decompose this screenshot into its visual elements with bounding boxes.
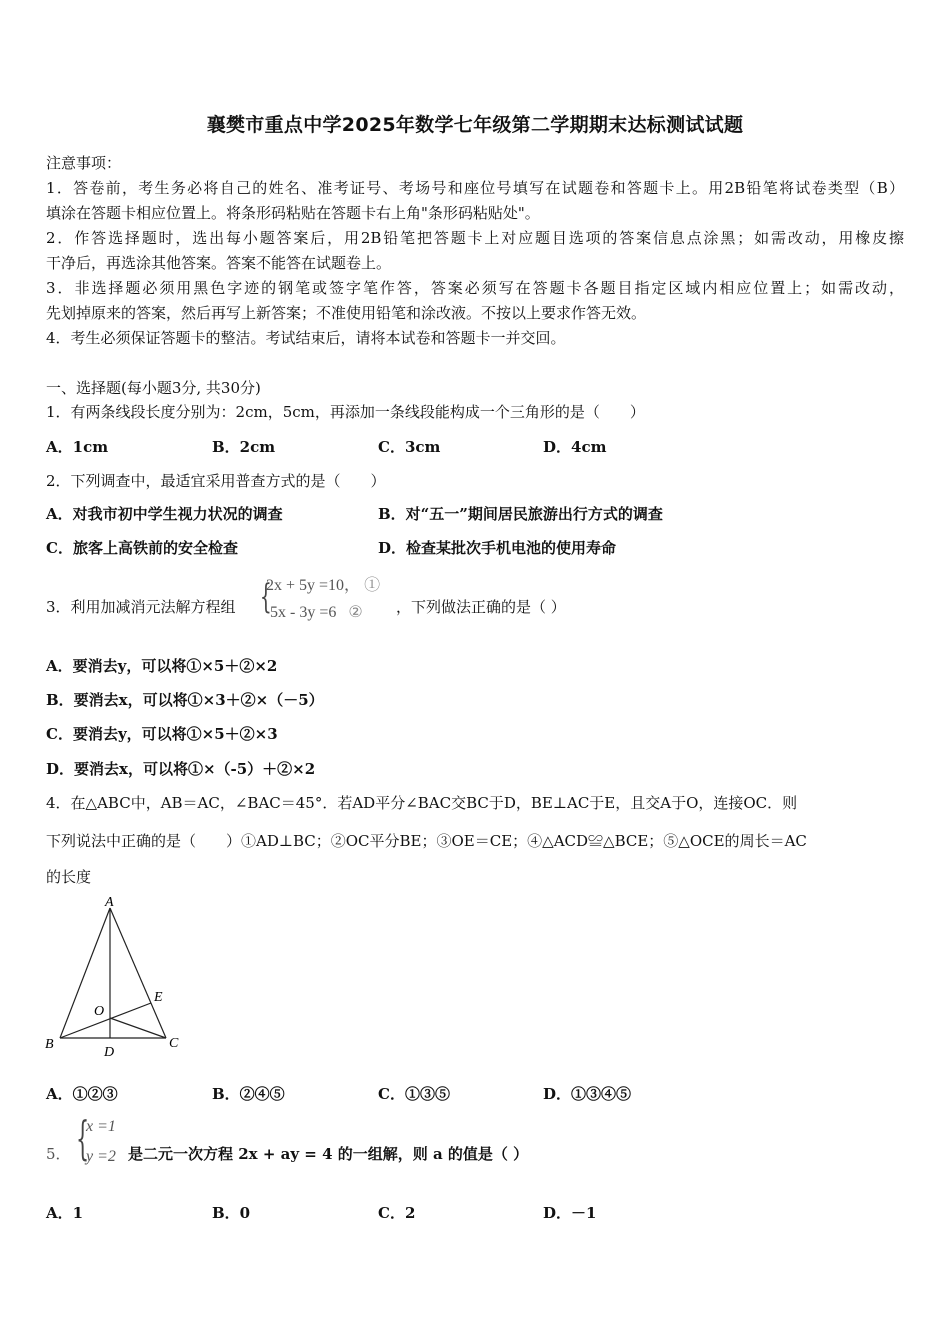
q1-option-a: A．1cm bbox=[46, 438, 109, 456]
label-c: C bbox=[169, 1036, 179, 1051]
note-1-line-1: 1．答卷前，考生务必将自己的姓名、准考证号、考场号和座位号填写在试题卷和答题卡上。用2B铅笔将试卷类型（B） bbox=[46, 179, 904, 197]
q2-option-a: A．对我市初中学生视力状况的调查 bbox=[46, 505, 283, 523]
q3-stem-prefix: 3．利用加减消元法解方程组 bbox=[46, 598, 236, 616]
side-ac bbox=[110, 908, 166, 1038]
q1-stem: 1．有两条线段长度分别为：2cm，5cm，再添加一条线段能构成一个三角形的是（ ） bbox=[46, 403, 645, 421]
q5-stem: 是二元一次方程 2x + ay = 4 的一组解，则 a 的值是（ ） bbox=[128, 1145, 529, 1163]
q5-equation-1: x =1 bbox=[86, 1118, 116, 1135]
q2-option-b: B．对“五一”期间居民旅游出行方式的调查 bbox=[378, 505, 663, 523]
segment-oc bbox=[110, 1018, 166, 1038]
q4-option-c: C．①③⑤ bbox=[378, 1085, 450, 1103]
page-title: 襄樊市重点中学2025年数学七年级第二学期期末达标测试试题 bbox=[206, 114, 744, 136]
q5-option-b: B．0 bbox=[212, 1204, 251, 1222]
label-e: E bbox=[154, 990, 163, 1005]
q5-option-c: C．2 bbox=[378, 1204, 416, 1222]
q5-option-a: A．1 bbox=[46, 1204, 84, 1222]
note-4: 4．考生必须保证答题卡的整洁。考试结束后，请将本试卷和答题卡一并交回。 bbox=[46, 329, 566, 347]
note-3-line-2: 先划掉原来的答案，然后再写上新答案；不准使用铅笔和涂改液。不按以上要求作答无效。 bbox=[46, 304, 647, 322]
q4-stem-line-2: 下列说法中正确的是（ ）①AD⊥BC；②OC平分BE；③OE＝CE；④△ACD≌△BCE；⑤△OCE的周长＝AC bbox=[46, 832, 807, 850]
q3-option-d: D．要消去x，可以将①×（-5）＋②×2 bbox=[46, 760, 316, 778]
notes-heading: 注意事项： bbox=[46, 154, 122, 172]
q3-eq1-mark: ① bbox=[364, 577, 381, 594]
section-heading: 一、选择题(每小题3分, 共30分) bbox=[46, 379, 261, 397]
q2-option-d: D．检查某批次手机电池的使用寿命 bbox=[378, 539, 617, 557]
q1-option-c: C．3cm bbox=[378, 438, 441, 456]
q5-equation-2: y =2 bbox=[86, 1148, 116, 1165]
q4-triangle-figure bbox=[40, 890, 190, 1060]
q3-equation-2 bbox=[270, 602, 363, 622]
q2-option-c: C．旅客上高铁前的安全检查 bbox=[46, 539, 238, 557]
q4-stem-line-3: 的长度 bbox=[46, 868, 92, 886]
label-b: B bbox=[45, 1037, 54, 1052]
q3-eq1-text: 2x + 5y =10， bbox=[266, 577, 361, 594]
note-1-line-2: 填涂在答题卡相应位置上。将条形码粘贴在答题卡右上角"条形码粘贴处"。 bbox=[46, 204, 540, 222]
q3-stem-suffix: ，下列做法正确的是（ ） bbox=[396, 598, 566, 616]
q1-option-d: D．4cm bbox=[543, 438, 607, 456]
segment-be bbox=[60, 1003, 151, 1038]
q3-eq2-mark: ② bbox=[348, 604, 363, 621]
label-d: D bbox=[104, 1045, 115, 1060]
note-2-line-1: 2．作答选择题时，选出每小题答案后，用2B铅笔把答题卡上对应题目选项的答案信息点涂黑；如需改动，用橡皮擦 bbox=[46, 229, 904, 247]
q1-option-b: B．2cm bbox=[212, 438, 276, 456]
note-2-line-2: 干净后，再选涂其他答案。答案不能答在试题卷上。 bbox=[46, 254, 392, 272]
q5-option-d: D．－1 bbox=[543, 1204, 597, 1222]
q2-stem: 2．下列调查中，最适宜采用普查方式的是（ ） bbox=[46, 472, 386, 490]
q4-option-a: A．①②③ bbox=[46, 1085, 118, 1103]
q4-stem-line-1: 4．在△ABC中，AB＝AC，∠BAC＝45°．若AD平分∠BAC交BC于D，BE⊥AC于E，且交A于O，连接OC．则 bbox=[46, 794, 798, 812]
q5-number: 5． bbox=[46, 1145, 71, 1163]
q3-option-a: A．要消去y，可以将①×5＋②×2 bbox=[46, 657, 278, 675]
label-a: A bbox=[105, 895, 114, 910]
q5-system-brace: { bbox=[76, 1111, 90, 1165]
q3-equation-1 bbox=[266, 572, 380, 595]
q3-eq2-text: 5x - 3y =6 bbox=[270, 604, 337, 621]
label-o: O bbox=[94, 1004, 105, 1019]
q4-option-b: B．②④⑤ bbox=[212, 1085, 285, 1103]
q3-option-c: C．要消去y，可以将①×5＋②×3 bbox=[46, 725, 278, 743]
q3-system-brace: { bbox=[259, 577, 272, 617]
q4-option-d: D．①③④⑤ bbox=[543, 1085, 632, 1103]
note-3-line-1: 3．非选择题必须用黑色字迹的钢笔或签字笔作答，答案必须写在答题卡各题目指定区域内相应位置上；如需改动， bbox=[46, 279, 904, 297]
q3-option-b: B．要消去x，可以将①×3＋②×（－5） bbox=[46, 691, 324, 709]
